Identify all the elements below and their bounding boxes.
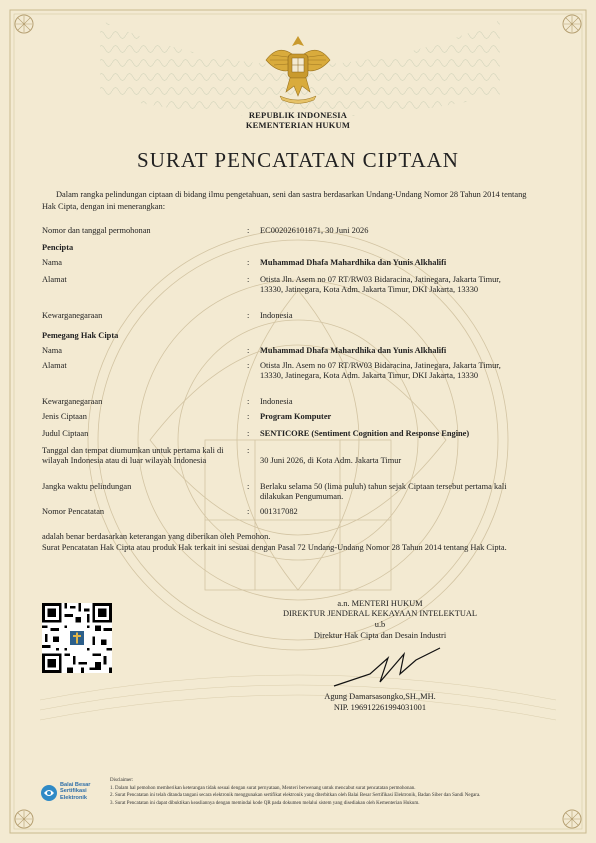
colon: : [247,361,250,370]
header-ministry: KEMENTERIAN HUKUM [245,120,351,130]
colon: : [247,429,250,438]
signature-division: Direktur Hak Cipta dan Desain Industri [313,631,447,640]
holder-name-value: Muhammad Dhafa Mahardhika dan Yunis Alkhalifi [260,346,447,355]
signature-stroke-icon [330,644,450,692]
corner-ornament-icon [12,12,36,36]
period-value: Berlaku selama 50 (lima puluh) tahun sejak Ciptaan tersebut pertama kali dilakukan Pengumuman. [260,482,507,502]
header-country: REPUBLIK INDONESIA [248,110,348,120]
disclaimer [110,777,560,807]
period-label: Jangka waktu pelindungan [42,482,132,491]
qr-code[interactable] [42,603,112,673]
creator-heading: Pencipta [42,243,74,252]
holder-address-label: Alamat [42,361,67,370]
colon: : [247,346,250,355]
signature-ub: u.b [374,620,386,629]
corner-ornament-icon [560,807,584,831]
holder-heading: Pemegang Hak Cipta [42,331,119,340]
bsre-logo-line: Sertifikasi [60,788,87,795]
signatory-name: Agung Damarsasongko,SH.,MH. [324,692,436,701]
creator-address-value: Otista Jln. Asem no 07 RT/RW03 Bidaracina, Jatinegara, Jakarta Timur, 13330, Jatinegara, Kota Adm. Jakarta Timur, DKI Jakarta, 13330 [260,275,501,295]
colon: : [247,226,250,235]
creator-address-label: Alamat [42,275,67,284]
creator-name-label: Nama [42,258,62,267]
corner-ornament-icon [12,807,36,831]
creator-nationality-value: Indonesia [260,311,293,320]
holder-nationality-label: Kewarganegaraan [42,397,103,406]
corner-ornament-icon [560,12,584,36]
closing-line-1: adalah benar berdasarkan keterangan yang diberikan oleh Pemohon. [42,532,271,541]
colon: : [247,446,250,455]
bsre-logo-text [60,782,90,801]
signatory-nip: NIP. 196912261994031001 [333,703,427,712]
holder-address-value: Otista Jln. Asem no 07 RT/RW03 Bidaracina, Jatinegara, Jakarta Timur, 13330, Jatinegara, Kota Adm. Jakarta Timur, DKI Jakarta, 13330 [260,361,501,381]
application-label: Nomor dan tanggal permohonan [42,226,151,235]
disclaimer-item: 3. Surat Pencatatan ini dapat dibuktikan keasliannya dengan memindai kode QR pada dokumen melalui sistem yang disediakan oleh Kementerian Hukum. [110,800,420,806]
holder-nationality-value: Indonesia [260,397,293,406]
record-label: Nomor Pencatatan [42,507,105,516]
creator-nationality-label: Kewarganegaraan [42,311,103,320]
garuda-emblem-icon [258,30,338,108]
colon: : [247,397,250,406]
creator-name-value: Muhammad Dhafa Mahardhika dan Yunis Alkhalifi [260,258,447,267]
closing-line-2: Surat Pencatatan Hak Cipta atau produk Hak terkait ini sesuai dengan Pasal 72 Undang-Undang Nomor 28 Tahun 2014 tentang Hak Cipta. [42,543,507,552]
colon: : [247,412,250,421]
colon: : [247,258,250,267]
holder-name-label: Nama [42,346,62,355]
work-title-value: SENTICORE (Sentiment Cognition and Response Engine) [260,429,470,438]
colon: : [247,311,250,320]
intro-paragraph: Dalam rangka pelindungan ciptaan di bidang ilmu pengetahuan, seni dan sastra berdasarkan Undang-Undang Nomor 28 Tahun 2014 tentang Hak Cipta, dengan ini menerangkan: [42,190,527,211]
colon: : [247,275,250,284]
bsre-logo [40,782,106,804]
signature-on-behalf: a.n. MENTERI HUKUM [337,599,423,608]
signature-director: DIREKTUR JENDERAL KEKAYAAN INTELEKTUAL [282,609,478,618]
colon: : [247,482,250,491]
disclaimer-heading: Disclaimer: [110,778,134,783]
bsre-logo-line: Elektronik [60,794,88,801]
announce-value: 30 Juni 2026, di Kota Adm. Jakarta Timur [260,456,402,465]
record-value: 001317082 [260,507,298,516]
bsre-logo-icon [40,784,58,802]
work-type-label: Jenis Ciptaan [42,412,87,421]
document-title: SURAT PENCATATAN CIPTAAN [137,148,459,172]
work-type-value: Program Komputer [260,412,332,421]
disclaimer-item: 1. Dalam hal pemohon memberikan keterangan tidak sesuai dengan surat pernyataan, Menteri berwenang untuk mencabut surat pencatatan permohonan. [110,785,416,791]
colon: : [247,507,250,516]
disclaimer-item: 2. Surat Pencatatan ini telah ditanda tangani secara elektronik menggunakan sertifikat elektronik yang diterbitkan oleh Balai Besar Sertifikasi Elektronik, Badan Siber dan Sandi Negara. [110,793,481,799]
application-value: EC002026101871, 30 Juni 2026 [260,226,369,235]
bsre-logo-line: Balai Besar [60,782,91,788]
announce-label: Tanggal dan tempat diumumkan untuk pertama kali di wilayah Indonesia atau di luar wilayah Indonesia [42,446,224,466]
work-title-label: Judul Ciptaan [42,429,89,438]
